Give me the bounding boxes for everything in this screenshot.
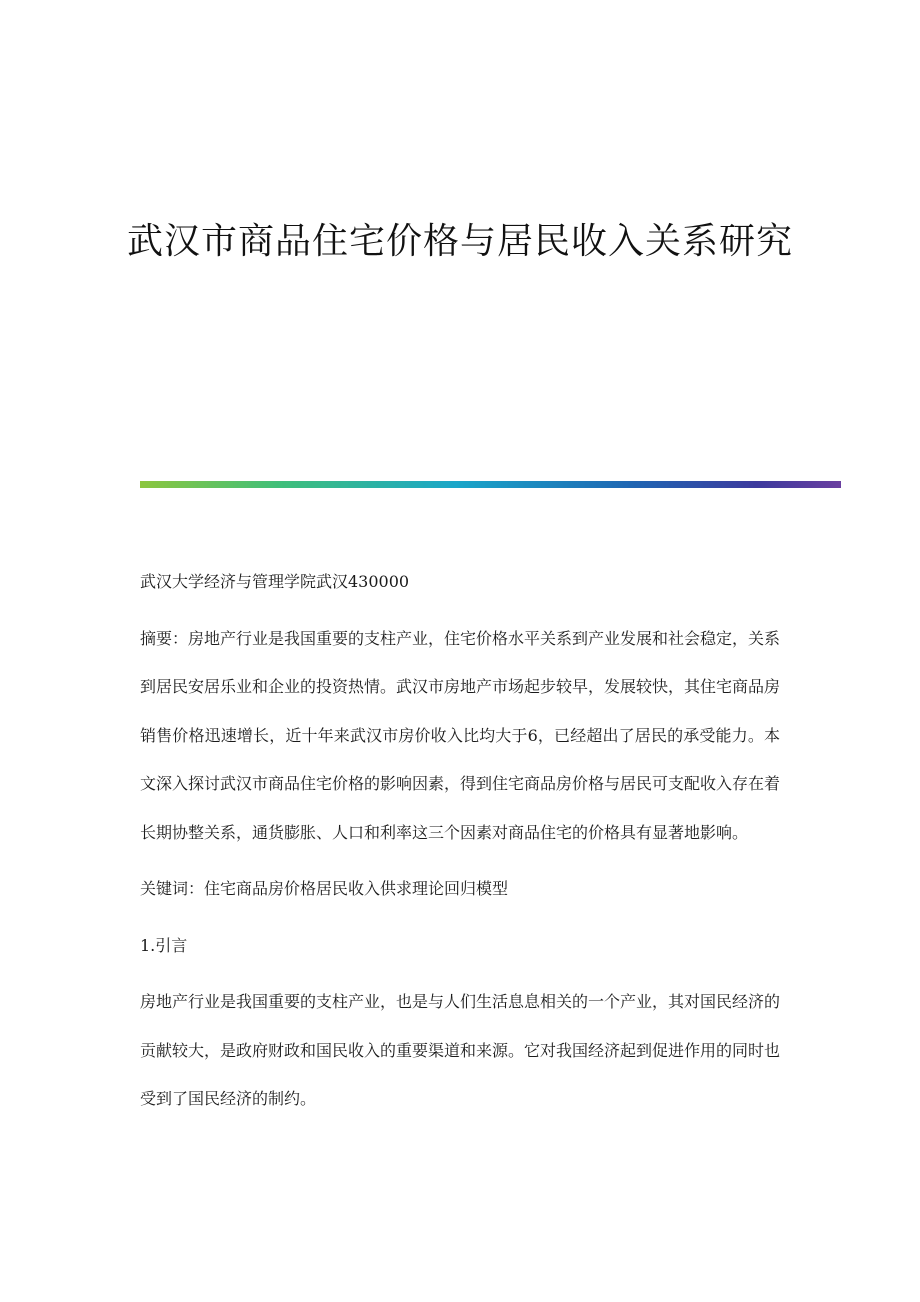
intro-paragraph: 房地产行业是我国重要的支柱产业，也是与人们生活息息相关的一个产业，其对国民经济的贡献较大，是政府财政和国民收入的重要渠道和来源。它对我国经济起到促进作用的同时也受到了国民经济的制约。 [140, 992, 781, 1108]
document-title: 武汉市商品住宅价格与居民收入关系研究 [126, 221, 793, 262]
keywords-line: 关键词：住宅商品房价格居民收入供求理论回归模型 [140, 879, 509, 898]
document-body [140, 558, 780, 1132]
section-heading: 1.引言 [140, 935, 188, 955]
gradient-divider [140, 481, 841, 488]
affiliation-line: 武汉大学经济与管理学院武汉430000 [140, 572, 410, 591]
abstract-paragraph: 摘要：房地产行业是我国重要的支柱产业，住宅价格水平关系到产业发展和社会稳定，关系到居民安居乐业和企业的投资热情。武汉市房地产市场起步较早，发展较快，其住宅商品房销售价格迅速增长，近十年来武汉市房价收入比均大于6，已经超出了居民的承受能力。本文深入探讨武汉市商品住宅价格的影响因素，得到住宅商品房价格与居民可支配收入存在着长期协整关系，通货膨胀、人口和利率这三个因素对商品住宅的价格具有显著地影响。 [140, 628, 781, 842]
